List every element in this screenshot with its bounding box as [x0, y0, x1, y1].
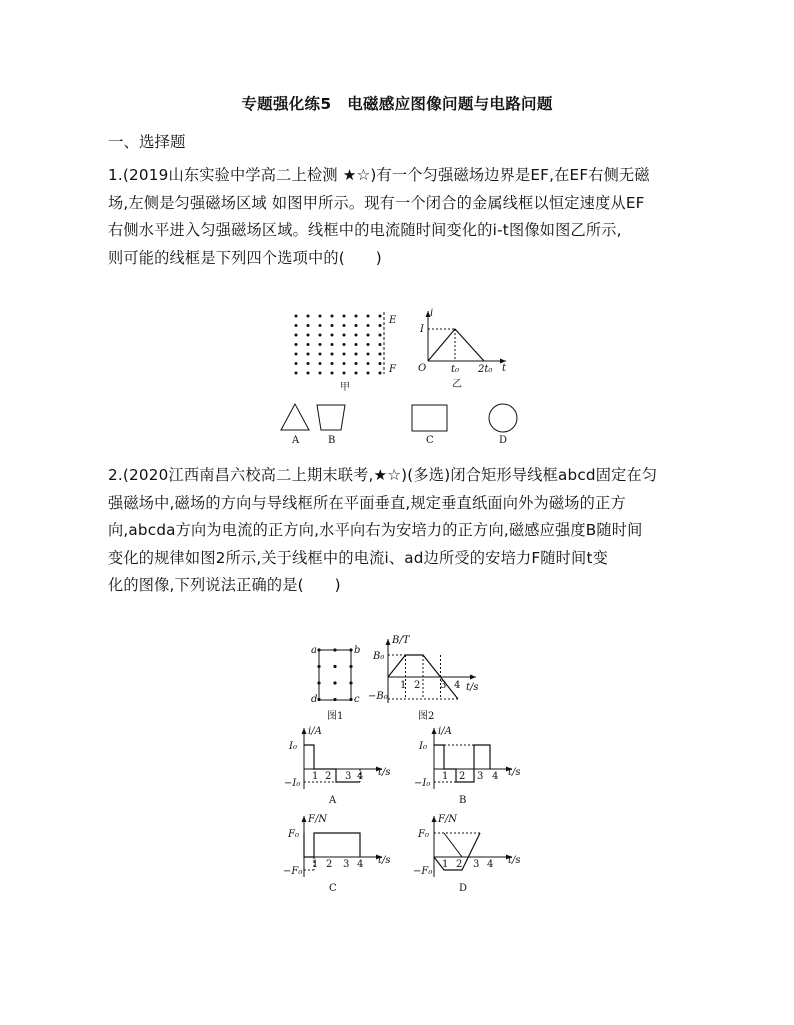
graph-c-tick-4: 4 [357, 859, 364, 870]
q2-line-1: 2.(2020江西南昌六校高二上期末联考,★☆)(多选)闭合矩形导线框abcd固定在匀 [108, 466, 658, 484]
graph-c-tick-3: 3 [343, 859, 350, 870]
question-1-text [108, 162, 698, 272]
label-capital-i: I [420, 324, 424, 335]
graph-b-tick-1: 1 [442, 771, 449, 782]
rectangle-shape [412, 405, 447, 431]
field-dot [367, 353, 370, 356]
label-2t0: 2t₀ [478, 364, 493, 375]
graph-b-tick-2: 2 [459, 771, 466, 782]
field-dot [355, 315, 358, 318]
field-dot [379, 324, 382, 327]
graph-d-xlabel: t/s [508, 855, 521, 866]
field-dot [295, 343, 298, 346]
field-dot [367, 362, 370, 365]
fig2-b-arrow [386, 639, 391, 645]
q1-option-shapes [275, 400, 525, 446]
q1-line-3: 右侧水平进入匀强磁场区域。线框中的电流随时间变化的i-t图像如图乙所示, [108, 221, 622, 239]
field-dot [343, 334, 346, 337]
field-dot [295, 324, 298, 327]
option-graph-b [412, 725, 522, 807]
graph-c-xlabel: t/s [378, 855, 391, 866]
graph-a-ylabel: i/A [308, 726, 322, 737]
field-dot [343, 324, 346, 327]
field-dot [319, 334, 322, 337]
field-dot [295, 372, 298, 375]
figure-jia-magnetic-field [288, 310, 408, 394]
field-dot [331, 334, 334, 337]
graph-c-neg: −F₀ [283, 866, 303, 877]
field-dot [307, 353, 310, 356]
graph-b-caption: B [459, 795, 467, 806]
graph-d-tick-4: 4 [487, 859, 494, 870]
field-dot [343, 315, 346, 318]
field-dot [379, 353, 382, 356]
option-graph-c [282, 813, 392, 895]
graph-c-pos: F₀ [288, 829, 299, 840]
graph-c-tick-2: 2 [326, 859, 333, 870]
field-dot [343, 372, 346, 375]
fig2-tick-2: 2 [414, 680, 421, 691]
field-dot [331, 315, 334, 318]
caption-yi: 乙 [452, 379, 462, 390]
section-heading: 一、选择题 [108, 133, 186, 151]
q2-line-5: 化的图像,下列说法正确的是( ) [108, 576, 341, 594]
graph-d-caption: D [459, 883, 468, 894]
field-dots [295, 315, 382, 375]
field-dot [367, 372, 370, 375]
current-curve [428, 329, 484, 361]
option-a-label: A [292, 435, 300, 446]
field-dot [379, 372, 382, 375]
graph-a-xlabel: t/s [378, 767, 391, 778]
option-b-label: B [328, 435, 336, 446]
caption-fig1: 图1 [327, 711, 344, 722]
field-dot [333, 681, 336, 684]
corner-b: b [354, 645, 361, 656]
field-dot [307, 324, 310, 327]
field-dot [355, 343, 358, 346]
field-dot [319, 324, 322, 327]
field-dot [319, 343, 322, 346]
graph-b-neg: −I₀ [414, 778, 431, 789]
field-dot [379, 315, 382, 318]
graph-a-tick-4: 4 [357, 771, 364, 782]
corner-c: c [354, 694, 360, 705]
field-dot [307, 372, 310, 375]
loop-field-dots [317, 648, 352, 701]
field-dot [379, 334, 382, 337]
field-dot [295, 362, 298, 365]
graph-b-pos: I₀ [419, 741, 427, 752]
option-d-label: D [499, 435, 508, 446]
graph-c-curve [304, 833, 360, 857]
field-dot [319, 353, 322, 356]
fig2-tick-1: 1 [400, 680, 407, 691]
field-dot [343, 353, 346, 356]
fig2-t-arrow [470, 675, 476, 680]
graph-a-pos: I₀ [289, 741, 297, 752]
fig2-tick-4: 4 [454, 680, 461, 691]
graph-a-tick-3: 3 [345, 771, 352, 782]
y-axis-arrow [432, 816, 437, 822]
fig2-ylabel: B/T [392, 635, 410, 646]
field-dot [307, 334, 310, 337]
graph-b-tick-4: 4 [492, 771, 499, 782]
figure-2-bt-graph [368, 633, 488, 723]
field-dot [367, 315, 370, 318]
caption-jia: 甲 [340, 382, 350, 393]
field-dot [355, 372, 358, 375]
field-dot [331, 343, 334, 346]
field-dot [343, 343, 346, 346]
triangle-shape [281, 404, 309, 430]
option-graph-a [282, 725, 392, 807]
field-dot [343, 362, 346, 365]
field-dot [331, 353, 334, 356]
q1-line-2: 场,左侧是匀强磁场区域 如图甲所示。现有一个闭合的金属线框以恒定速度从EF [108, 193, 645, 212]
fig2-tick-3: 3 [440, 680, 447, 691]
q2-line-2: 强磁场中,磁场的方向与导线框所在平面垂直,规定垂直纸面向外为磁场的正方 [108, 493, 626, 512]
question-2-text [108, 462, 698, 600]
q1-line-4: 则可能的线框是下列四个选项中的( ) [108, 248, 382, 267]
field-dot [331, 324, 334, 327]
q2-line-4: 变化的规律如图2所示,关于线框中的电流i、ad边所受的安培力F随时间t变 [108, 548, 608, 567]
graph-c-tick-1: 1 [312, 859, 319, 870]
page-title: 专题强化练5 电磁感应图像问题与电路问题 [241, 95, 553, 113]
fig2-pos-label: B₀ [373, 651, 385, 662]
label-f: F [389, 364, 396, 375]
label-i: i [430, 308, 434, 319]
graph-a-tick-2: 2 [325, 771, 332, 782]
field-dot [367, 334, 370, 337]
graph-d-tick-3: 3 [473, 859, 480, 870]
graph-d-tick-1: 1 [442, 859, 449, 870]
field-dot [331, 362, 334, 365]
figure-1-loop [308, 640, 364, 722]
field-dot [295, 334, 298, 337]
corner-d: d [311, 694, 318, 705]
field-dot [307, 343, 310, 346]
rectangular-loop [319, 650, 351, 700]
label-t0: t₀ [451, 364, 460, 375]
q1-line-1: 1.(2019山东实验中学高二上检测 ★☆)有一个匀强磁场边界是EF,在EF右侧无磁 [108, 166, 650, 184]
graph-d-pos: F₀ [418, 829, 429, 840]
y-axis-arrow [432, 728, 437, 734]
option-c-label: C [426, 435, 434, 446]
field-dot [319, 315, 322, 318]
graph-a-neg: −I₀ [284, 778, 301, 789]
graph-d-line-2 [444, 833, 462, 857]
label-t: t [502, 363, 507, 374]
graph-b-xlabel: t/s [508, 767, 521, 778]
field-dot [379, 343, 382, 346]
caption-fig2: 图2 [418, 711, 435, 722]
circle-shape [489, 404, 517, 432]
q2-line-3: 向,abcda方向为电流的正方向,水平向右为安培力的正方向,磁感应强度B随时间 [108, 521, 643, 539]
graph-c-caption: C [329, 883, 337, 894]
field-dot [333, 665, 336, 668]
label-origin: O [418, 363, 427, 374]
field-dot [331, 372, 334, 375]
field-dot [307, 362, 310, 365]
graph-c-ylabel: F/N [308, 814, 328, 825]
graph-d-neg: −F₀ [413, 866, 433, 877]
graph-d-tick-2: 2 [456, 859, 463, 870]
y-axis-arrow [302, 728, 307, 734]
field-dot [367, 324, 370, 327]
graph-b-ylabel: i/A [438, 726, 452, 737]
field-dot [307, 315, 310, 318]
field-dot [355, 334, 358, 337]
field-dot [319, 362, 322, 365]
field-dot [355, 324, 358, 327]
field-dot [367, 343, 370, 346]
field-dot [319, 372, 322, 375]
field-dot [295, 353, 298, 356]
corner-a: a [311, 645, 317, 656]
graph-d-ylabel: F/N [438, 814, 458, 825]
graph-b-tick-3: 3 [477, 771, 484, 782]
graph-a-tick-1: 1 [312, 771, 319, 782]
field-dot [355, 353, 358, 356]
label-e: E [389, 315, 397, 326]
fig2-neg-label: −B₀ [368, 691, 388, 702]
graph-a-caption: A [329, 795, 337, 806]
y-axis-arrow [302, 816, 307, 822]
field-dot [379, 362, 382, 365]
fig2-xlabel: t/s [466, 682, 479, 693]
option-graph-d [412, 813, 522, 895]
figure-yi-it-graph [414, 307, 514, 395]
trapezoid-shape [317, 405, 345, 430]
field-dot [355, 362, 358, 365]
field-dot [295, 315, 298, 318]
